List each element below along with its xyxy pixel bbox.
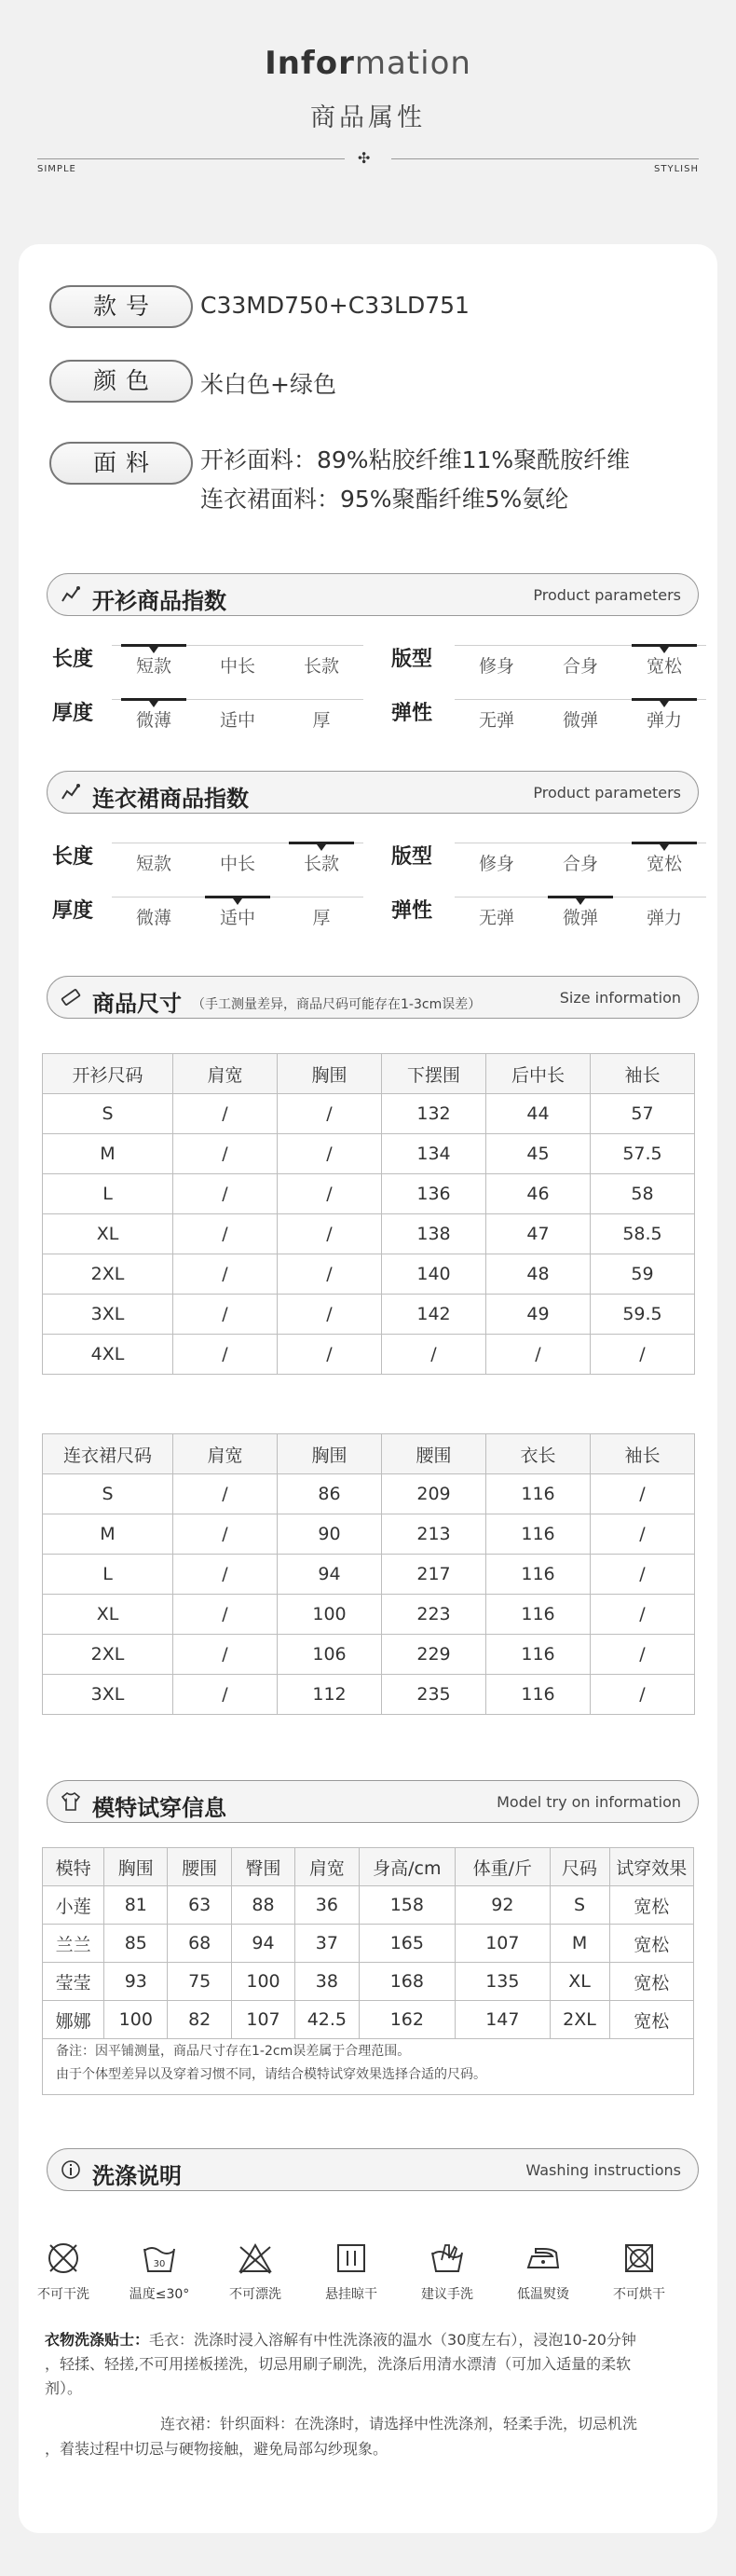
index-option: 合身 [562, 656, 598, 677]
table-cell: / [591, 1675, 695, 1715]
table-cell: 37 [295, 1925, 359, 1963]
table-cell: 48 [486, 1254, 591, 1295]
table-row [43, 1254, 695, 1295]
table-header-row [43, 1848, 694, 1886]
table-header-cell: 腰围 [382, 1434, 486, 1474]
attr-label-fabric: 面料 [49, 442, 193, 485]
table-cell: 47 [486, 1214, 591, 1254]
table-cell: 57 [591, 1094, 695, 1134]
table-cell: 58.5 [591, 1214, 695, 1254]
table-header-cell: 连衣裙尺码 [43, 1434, 173, 1474]
table-cell: 3XL [43, 1675, 173, 1715]
no-tumble-dry-icon [597, 2240, 681, 2303]
table-header-cell: 体重/斤 [456, 1848, 550, 1886]
section-model [47, 1780, 699, 1823]
divider-left [37, 158, 345, 159]
index-option: 中长 [219, 656, 255, 677]
tag-stylish: STYLISH [654, 164, 699, 174]
table-cell: 140 [382, 1254, 486, 1295]
index-option: 厚 [312, 710, 331, 731]
table-cell: 46 [486, 1174, 591, 1214]
index-option: 修身 [478, 656, 514, 677]
table-cell: 85 [104, 1925, 168, 1963]
table-cell: / [278, 1174, 382, 1214]
care-title: 衣物洗涤贴士： [45, 2331, 150, 2349]
table-cell: 75 [168, 1963, 231, 2001]
index-option: 厚 [312, 908, 331, 928]
attr-label-color: 颜色 [49, 360, 193, 403]
table-cell: 4XL [43, 1335, 173, 1375]
index-option: 长款 [303, 656, 339, 677]
table-cell: 86 [278, 1474, 382, 1514]
section-title: 洗涤说明 [92, 2163, 182, 2189]
table-cell: 45 [486, 1134, 591, 1174]
table-cell: 57.5 [591, 1134, 695, 1174]
table-row [43, 1925, 694, 1963]
care-line: 连衣裙：针织面料：在洗涤时，请选择中性洗涤剂，轻柔手洗，切忌机洗 [160, 2415, 638, 2432]
table-cell: 213 [382, 1514, 486, 1555]
table-cell: 138 [382, 1214, 486, 1254]
index-label: 弹性 [391, 702, 433, 725]
index-label: 版型 [391, 845, 433, 869]
no-dry-clean-icon [21, 2240, 105, 2303]
attr-value-fabric-dress: 连衣裙面料：95%聚酯纤维5%氨纶 [200, 486, 569, 513]
title-light: mation [354, 45, 471, 82]
table-header-cell: 下摆围 [382, 1054, 486, 1094]
table-cell: / [382, 1335, 486, 1375]
table-header-cell: 肩宽 [173, 1434, 278, 1474]
table-cell: 116 [486, 1555, 591, 1595]
table-header-row [43, 1434, 695, 1474]
table-row [43, 1214, 695, 1254]
wash-label: 不可烘干 [613, 2287, 665, 2302]
index-option: 微薄 [135, 908, 171, 928]
table-cell: 44 [486, 1094, 591, 1134]
table-header-cell: 腰围 [168, 1848, 231, 1886]
table-row [43, 1094, 695, 1134]
table-cell: 2XL [43, 1635, 173, 1675]
section-dress-index [47, 771, 699, 814]
table-header-cell: 袖长 [591, 1434, 695, 1474]
table-cell: / [278, 1214, 382, 1254]
table-cell: 217 [382, 1555, 486, 1595]
table-cell: 38 [295, 1963, 359, 2001]
table-cell: 147 [456, 2001, 550, 2039]
attr-value-style-number: C33MD750+C33LD751 [200, 292, 470, 319]
table-header-cell: 胸围 [278, 1054, 382, 1094]
attr-value-color: 米白色+绿色 [200, 371, 336, 398]
table-cell: 168 [359, 1963, 456, 2001]
section-title: 模特试穿信息 [92, 1795, 226, 1821]
index-label: 版型 [391, 648, 433, 671]
table-cell: 100 [278, 1595, 382, 1635]
info-icon [61, 2159, 81, 2180]
table-cell: / [173, 1335, 278, 1375]
table-header-cell: 尺码 [550, 1848, 609, 1886]
table-cell: 116 [486, 1595, 591, 1635]
table-cell: / [173, 1595, 278, 1635]
table-cell: / [486, 1335, 591, 1375]
no-bleach-icon [213, 2240, 297, 2303]
table-cell: 142 [382, 1295, 486, 1335]
table-cell: 106 [278, 1635, 382, 1675]
table-cell: / [173, 1474, 278, 1514]
table-row [43, 1134, 695, 1174]
table-cell: 42.5 [295, 2001, 359, 2039]
svg-text:30: 30 [153, 2259, 166, 2269]
model-note: 由于个体型差异以及穿着习惯不同，请结合模特试穿效果选择合适的尺码。 [56, 2067, 486, 2082]
table-cell: 93 [104, 1963, 168, 2001]
table-cell: / [591, 1474, 695, 1514]
table-cell: 莹莹 [43, 1963, 104, 2001]
table-cell: / [278, 1335, 382, 1375]
table-row [43, 1174, 695, 1214]
low-iron-icon [501, 2240, 585, 2303]
table-cell: 63 [168, 1886, 231, 1925]
table-cell: 134 [382, 1134, 486, 1174]
table-cell: / [173, 1555, 278, 1595]
table-cell: 135 [456, 1963, 550, 2001]
trend-icon [61, 782, 81, 802]
table-row [43, 1963, 694, 2001]
care-line: ，轻揉、轻搓,不可用搓板搓洗，切忌用刷子刷洗，洗涤后用清水漂清（可加入适量的柔软 [45, 2355, 632, 2373]
wash-label: 悬挂晾干 [325, 2287, 377, 2302]
table-cell: / [278, 1094, 382, 1134]
index-option: 宽松 [646, 854, 682, 874]
wash-label: 建议手洗 [421, 2287, 473, 2302]
care-line: ，着装过程中切忌与硬物接触，避免局部勾纱现象。 [45, 2440, 388, 2458]
index-option: 短款 [135, 656, 171, 677]
table-cell: L [43, 1174, 173, 1214]
table-cell: 81 [104, 1886, 168, 1925]
table-cell: 107 [456, 1925, 550, 1963]
table-cell: 94 [231, 1925, 294, 1963]
table-header-cell: 衣长 [486, 1434, 591, 1474]
table-header-cell: 模特 [43, 1848, 104, 1886]
table-cell: 136 [382, 1174, 486, 1214]
table-cell: 165 [359, 1925, 456, 1963]
index-option: 合身 [562, 854, 598, 874]
table-cell: L [43, 1555, 173, 1595]
table-row [43, 1675, 695, 1715]
table-cell: 小莲 [43, 1886, 104, 1925]
index-label: 弹性 [391, 899, 433, 923]
table-row [43, 1595, 695, 1635]
table-cell: 116 [486, 1514, 591, 1555]
dress-size-table [42, 1433, 695, 1715]
section-english: Size information [559, 989, 681, 1007]
table-cell: 82 [168, 2001, 231, 2039]
wash-label: 不可干洗 [37, 2287, 89, 2302]
table-header-cell: 胸围 [278, 1434, 382, 1474]
table-cell: S [43, 1474, 173, 1514]
table-cell: M [43, 1134, 173, 1174]
table-cell: / [591, 1335, 695, 1375]
table-cell: / [591, 1595, 695, 1635]
hang-dry-icon [309, 2240, 393, 2303]
index-option: 宽松 [646, 656, 682, 677]
index-label: 厚度 [52, 702, 94, 725]
section-cardigan-index [47, 573, 699, 616]
table-cell: / [173, 1514, 278, 1555]
section-english: Product parameters [533, 784, 681, 802]
brand-title [0, 45, 736, 82]
model-note: 备注：因平铺测量，商品尺寸存在1-2cm误差属于合理范围。 [56, 2044, 411, 2059]
table-cell: 90 [278, 1514, 382, 1555]
table-cell: 36 [295, 1886, 359, 1925]
table-cell: S [550, 1886, 609, 1925]
index-option: 微弹 [562, 908, 598, 928]
table-cell: / [173, 1094, 278, 1134]
attr-label-style-number: 款号 [49, 285, 193, 328]
table-header-cell: 后中长 [486, 1054, 591, 1094]
table-cell: 94 [278, 1555, 382, 1595]
table-header-cell: 胸围 [104, 1848, 168, 1886]
table-cell: 132 [382, 1094, 486, 1134]
hand-wash-icon [405, 2240, 489, 2303]
index-option: 弹力 [646, 710, 682, 731]
care-line [45, 2328, 636, 2350]
table-cell: 116 [486, 1675, 591, 1715]
table-row [43, 1514, 695, 1555]
index-option: 适中 [219, 908, 255, 928]
index-option: 长款 [303, 854, 339, 874]
table-cell: / [278, 1254, 382, 1295]
wash-label: 温度≤30° [129, 2287, 190, 2302]
table-header-cell: 臀围 [231, 1848, 294, 1886]
wash-label: 低温熨烫 [517, 2287, 569, 2302]
wash-label: 不可漂洗 [229, 2287, 281, 2302]
table-cell: / [173, 1214, 278, 1254]
section-title: 连衣裙商品指数 [92, 786, 249, 812]
table-cell: 112 [278, 1675, 382, 1715]
index-option: 适中 [219, 710, 255, 731]
table-cell: 235 [382, 1675, 486, 1715]
table-cell: / [173, 1635, 278, 1675]
table-cell: / [278, 1295, 382, 1335]
table-header-cell: 开衫尺码 [43, 1054, 173, 1094]
table-cell: 59.5 [591, 1295, 695, 1335]
table-cell: M [550, 1925, 609, 1963]
care-line: 剂）。 [45, 2379, 83, 2397]
table-cell: / [173, 1295, 278, 1335]
page-subtitle: 商品属性 [310, 103, 426, 132]
table-cell: 兰兰 [43, 1925, 104, 1963]
table-header-row [43, 1054, 695, 1094]
table-cell: M [43, 1514, 173, 1555]
index-option: 微薄 [135, 710, 171, 731]
index-option: 弹力 [646, 908, 682, 928]
table-cell: 158 [359, 1886, 456, 1925]
table-cell: / [591, 1635, 695, 1675]
table-header-cell: 肩宽 [173, 1054, 278, 1094]
size-note: （手工测量差异，商品尺码可能存在1-3cm误差） [192, 997, 482, 1012]
section-size [47, 976, 699, 1019]
shirt-icon [61, 1791, 81, 1812]
table-cell: / [173, 1134, 278, 1174]
table-row [43, 1295, 695, 1335]
table-cell: 宽松 [609, 1963, 694, 2001]
table-cell: 宽松 [609, 1886, 694, 1925]
table-cell: XL [43, 1595, 173, 1635]
section-title: 开衫商品指数 [92, 588, 226, 614]
table-cell: / [173, 1254, 278, 1295]
ornament-icon: ✣ [358, 149, 371, 167]
table-cell: 88 [231, 1886, 294, 1925]
table-row [43, 1555, 695, 1595]
table-cell: 49 [486, 1295, 591, 1335]
index-label: 厚度 [52, 899, 94, 923]
table-header-cell: 试穿效果 [609, 1848, 694, 1886]
table-cell: 92 [456, 1886, 550, 1925]
table-cell: S [43, 1094, 173, 1134]
trend-icon [61, 584, 81, 605]
table-row [43, 1635, 695, 1675]
section-english: Washing instructions [525, 2161, 681, 2179]
page-header [0, 0, 736, 244]
table-header-cell: 肩宽 [295, 1848, 359, 1886]
table-cell: 3XL [43, 1295, 173, 1335]
table-cell: XL [43, 1214, 173, 1254]
section-english: Model try on information [497, 1793, 681, 1811]
section-title: 商品尺寸 [92, 991, 182, 1017]
index-option: 修身 [478, 854, 514, 874]
table-cell: 223 [382, 1595, 486, 1635]
table-cell: 100 [231, 1963, 294, 2001]
table-row [43, 1886, 694, 1925]
model-table [42, 1847, 694, 2039]
table-cell: / [173, 1675, 278, 1715]
section-english: Product parameters [533, 586, 681, 604]
table-cell: XL [550, 1963, 609, 2001]
table-cell: 59 [591, 1254, 695, 1295]
table-cell: 宽松 [609, 1925, 694, 1963]
table-cell: 100 [104, 2001, 168, 2039]
table-cell: / [591, 1555, 695, 1595]
table-cell: 2XL [43, 1254, 173, 1295]
table-row [43, 1335, 695, 1375]
index-option: 无弹 [478, 908, 514, 928]
index-label: 长度 [52, 648, 94, 671]
table-cell: 162 [359, 2001, 456, 2039]
index-option: 无弹 [478, 710, 514, 731]
table-cell: 2XL [550, 2001, 609, 2039]
wash-30-icon [117, 2240, 201, 2303]
title-bold: Infor [265, 45, 355, 82]
table-cell: / [591, 1514, 695, 1555]
index-label: 长度 [52, 845, 94, 869]
table-cell: 209 [382, 1474, 486, 1514]
table-cell: 116 [486, 1635, 591, 1675]
table-cell: 娜娜 [43, 2001, 104, 2039]
tag-simple: SIMPLE [37, 164, 76, 174]
table-cell: 116 [486, 1474, 591, 1514]
content-card [19, 244, 717, 2533]
section-wash [47, 2148, 699, 2191]
index-option: 短款 [135, 854, 171, 874]
table-cell: / [278, 1134, 382, 1174]
table-cell: 68 [168, 1925, 231, 1963]
table-cell: / [173, 1174, 278, 1214]
table-cell: 229 [382, 1635, 486, 1675]
table-cell: 107 [231, 2001, 294, 2039]
table-row [43, 1474, 695, 1514]
table-header-cell: 身高/cm [359, 1848, 456, 1886]
care-text: 毛衣：洗涤时浸入溶解有中性洗涤液的温水（30度左右），浸泡10-20分钟 [149, 2331, 636, 2349]
table-cell: 58 [591, 1174, 695, 1214]
table-header-cell: 袖长 [591, 1054, 695, 1094]
index-option: 中长 [219, 854, 255, 874]
attr-value-fabric-cardigan: 开衫面料：89%粘胶纤维11%聚酰胺纤维 [200, 446, 631, 473]
index-option: 微弹 [562, 710, 598, 731]
cardigan-size-table [42, 1053, 695, 1375]
table-cell: 宽松 [609, 2001, 694, 2039]
divider-right [391, 158, 699, 159]
ruler-icon [61, 987, 81, 1007]
